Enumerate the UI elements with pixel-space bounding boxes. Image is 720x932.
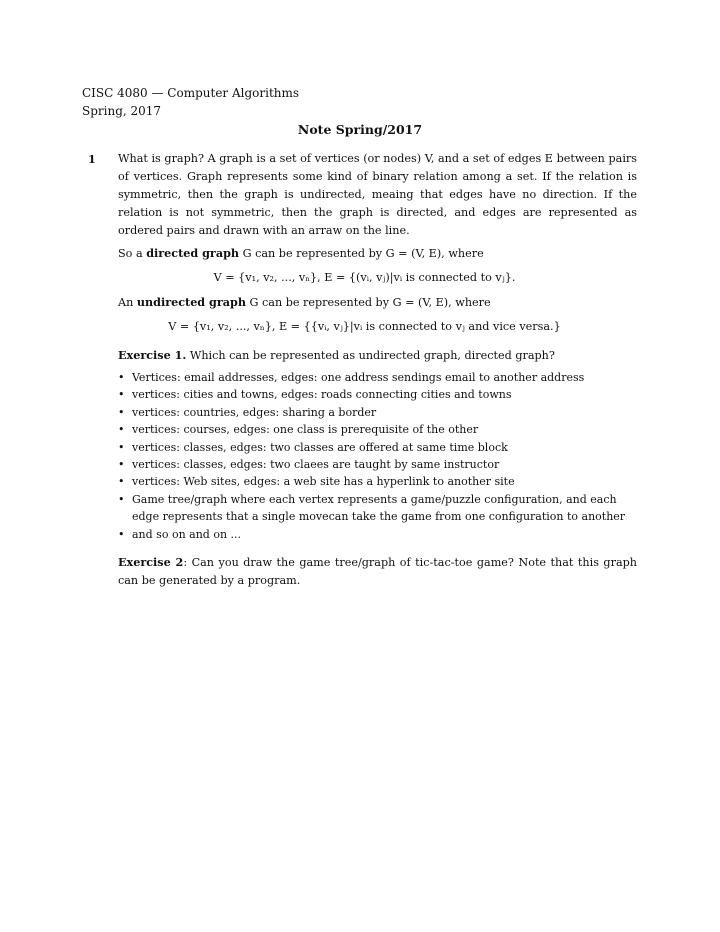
section-intro: What is graph? A graph is a set of vertices (or nodes) V, and a set of edges E between pairs of vertices. Graph represents some kind of binary relation among a set. If the relation is symmetric, then the graph is undirected, meaing that edges have no direction. If the relation is not symmetric, then the graph is directed, and edges are represented as ordered pairs and drawn with an arraw on the line. xyxy=(118,152,637,237)
exercise-2-label: Exercise 2 xyxy=(118,555,184,570)
exercise-2-text: : Can you draw the game tree/graph of tic-tac-toe game? Note that this graph can be generated by a program. xyxy=(118,556,637,588)
directed-graph-sentence: So a directed graph G can be represented by G = (V, E), where xyxy=(118,246,484,260)
directed-graph-term: directed graph xyxy=(146,246,240,260)
list-item: • vertices: Web sites, edges: a web site has a hyperlink to another site xyxy=(118,473,637,490)
list-item: • Game tree/graph where each vertex represents a game/puzzle configuration, and each edge represents that a single movecan take the game from one configuration to another xyxy=(118,491,637,526)
undirected-graph-sentence: An undirected graph G can be represented by G = (V, E), where xyxy=(118,295,491,309)
list-item: • vertices: classes, edges: two classes are offered at same time block xyxy=(118,439,637,456)
section-1 xyxy=(88,150,637,590)
undirected-formula: V = {v₁, v₂, ..., vₙ}, E = {{vᵢ, vⱼ}|vᵢ is connected to vⱼ and vice versa.} xyxy=(168,320,561,333)
exercise-2 xyxy=(92,553,637,590)
directed-formula: V = {v₁, v₂, ..., vₙ}, E = {(vᵢ, vⱼ)|vᵢ is connected to vⱼ}. xyxy=(213,271,516,284)
list-item: • vertices: countries, edges: sharing a border xyxy=(118,404,637,421)
undirected-graph-term: undirected graph xyxy=(136,295,246,309)
exercise-1-list xyxy=(92,369,637,543)
exercise-1-label: Exercise 1. xyxy=(118,348,187,362)
list-item: • vertices: classes, edges: two claees are taught by same instructor xyxy=(118,456,637,473)
document-header xyxy=(82,84,299,120)
term: Spring, 2017 xyxy=(82,104,162,118)
section-number: 1 xyxy=(88,152,96,166)
list-item: • Vertices: email addresses, edges: one address sendings email to another address xyxy=(118,369,637,386)
course-title: CISC 4080 — Computer Algorithms xyxy=(82,86,300,100)
list-item: • and so on and on ... xyxy=(118,526,637,543)
page-title: Note Spring/2017 xyxy=(297,122,423,137)
list-item: • vertices: courses, edges: one class is prerequisite of the other xyxy=(118,421,637,438)
list-item: • vertices: cities and towns, edges: roads connecting cities and towns xyxy=(118,386,637,403)
exercise-1 xyxy=(92,346,637,365)
exercise-1-text: Which can be represented as undirected graph, directed graph? xyxy=(189,349,555,362)
